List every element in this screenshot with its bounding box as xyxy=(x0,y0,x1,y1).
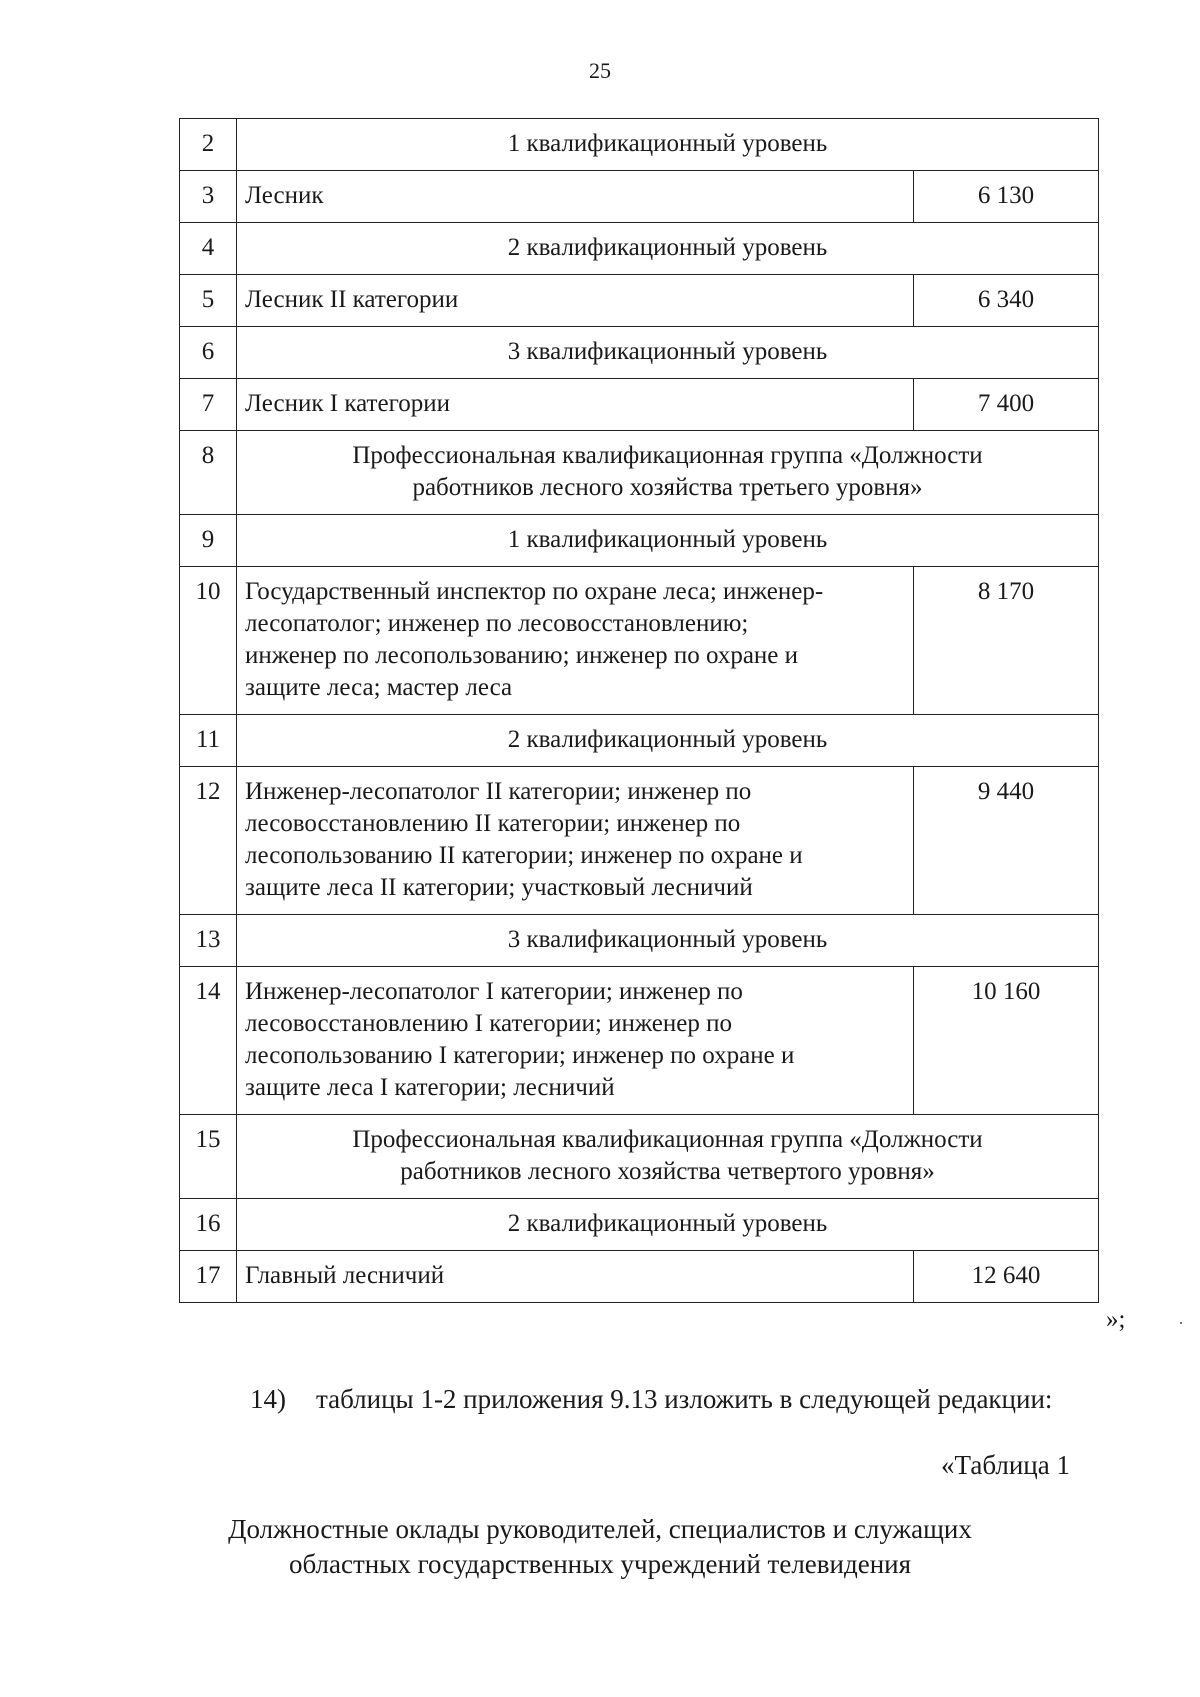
row-number: 12 xyxy=(180,767,237,915)
position-name-cell: Главный лесничий xyxy=(237,1251,914,1303)
qualification-level-cell: 3 квалификационный уровень xyxy=(237,327,1099,379)
cell-line: лесопользованию II категории; инженер по охране и xyxy=(245,842,803,869)
salary-cell: 8 170 xyxy=(914,567,1099,715)
table-row xyxy=(180,1115,1099,1199)
salary-table xyxy=(179,118,1099,1303)
position-name-cell: Лесник II категории xyxy=(237,275,914,327)
qualification-level-cell: 3 квалификационный уровень xyxy=(237,915,1099,967)
qualification-level-cell: 1 квалификационный уровень xyxy=(237,515,1099,567)
table-row xyxy=(180,223,1099,275)
cell-line: лесовосстановлению II категории; инженер по xyxy=(245,810,741,837)
position-name-cell xyxy=(237,967,914,1115)
salary-cell: 9 440 xyxy=(914,767,1099,915)
cell-line: лесовосстановлению I категории; инженер по xyxy=(245,1010,732,1037)
cell-line: Инженер-лесопатолог II категории; инженер по xyxy=(245,778,752,805)
salary-cell: 6 130 xyxy=(914,171,1099,223)
qualification-level-cell: 2 квалификационный уровень xyxy=(237,223,1099,275)
row-number: 10 xyxy=(180,567,237,715)
cell-line: лесопатолог; инженер по лесовосстановлению; xyxy=(245,610,749,637)
item-marker: 14) xyxy=(250,1384,286,1414)
row-number: 11 xyxy=(180,715,237,767)
row-number: 5 xyxy=(180,275,237,327)
row-number: 17 xyxy=(180,1251,237,1303)
group-heading-cell xyxy=(237,1115,1099,1199)
table-row xyxy=(180,715,1099,767)
table-row xyxy=(180,379,1099,431)
table-row xyxy=(180,431,1099,515)
item-text: таблицы 1-2 приложения 9.13 изложить в следующей редакции: xyxy=(316,1384,1053,1414)
row-number: 16 xyxy=(180,1199,237,1251)
page-number: 25 xyxy=(589,58,611,83)
table-row xyxy=(180,967,1099,1115)
qualification-level-cell: 2 квалификационный уровень xyxy=(237,715,1099,767)
table-row xyxy=(180,1199,1099,1251)
cell-line: Профессиональная квалификационная группа «Должности xyxy=(352,442,983,469)
table-reference: «Таблица 1 xyxy=(941,1450,1070,1480)
qualification-level-cell: 1 квалификационный уровень xyxy=(237,119,1099,171)
table-row xyxy=(180,327,1099,379)
heading-line: Должностные оклады руководителей, специалистов и служащих xyxy=(228,1514,972,1544)
table-row xyxy=(180,767,1099,915)
salary-cell: 12 640 xyxy=(914,1251,1099,1303)
cell-line: Государственный инспектор по охране леса; инженер- xyxy=(245,578,824,605)
salary-cell: 10 160 xyxy=(914,967,1099,1115)
heading-line: областных государственных учреждений телевидения xyxy=(288,1549,912,1579)
table-row xyxy=(180,275,1099,327)
table-row xyxy=(180,171,1099,223)
row-number: 8 xyxy=(180,431,237,515)
row-number: 7 xyxy=(180,379,237,431)
amendment-item xyxy=(250,1384,1052,1415)
row-number: 3 xyxy=(180,171,237,223)
row-number: 4 xyxy=(180,223,237,275)
cell-line: работников лесного хозяйства третьего уровня» xyxy=(412,474,923,501)
position-name-cell: Лесник I категории xyxy=(237,379,914,431)
cell-line: Профессиональная квалификационная группа «Должности xyxy=(352,1126,983,1153)
salary-cell: 7 400 xyxy=(914,379,1099,431)
cell-line: инженер по лесопользованию; инженер по охране и xyxy=(245,642,799,669)
position-name-cell xyxy=(237,767,914,915)
table-row xyxy=(180,1251,1099,1303)
table-row xyxy=(180,119,1099,171)
cell-line: работников лесного хозяйства четвертого уровня» xyxy=(400,1158,935,1185)
salary-cell: 6 340 xyxy=(914,275,1099,327)
cell-line: лесопользованию I категории; инженер по охране и xyxy=(245,1042,795,1069)
row-number: 15 xyxy=(180,1115,237,1199)
row-number: 9 xyxy=(180,515,237,567)
cell-line: защите леса; мастер леса xyxy=(245,674,513,701)
table-row xyxy=(180,567,1099,715)
cell-line: защите леса I категории; лесничий xyxy=(245,1074,615,1101)
row-number: 14 xyxy=(180,967,237,1115)
position-name-cell: Лесник xyxy=(237,171,914,223)
table-row xyxy=(180,915,1099,967)
group-heading-cell xyxy=(237,431,1099,515)
position-name-cell xyxy=(237,567,914,715)
table-row xyxy=(180,515,1099,567)
cell-line: защите леса II категории; участковый лесничий xyxy=(245,874,753,901)
scan-dot xyxy=(1180,1322,1182,1324)
cell-line: Инженер-лесопатолог I категории; инженер по xyxy=(245,978,743,1005)
qualification-level-cell: 2 квалификационный уровень xyxy=(237,1199,1099,1251)
row-number: 2 xyxy=(180,119,237,171)
closing-quote: »; xyxy=(1106,1306,1126,1333)
row-number: 13 xyxy=(180,915,237,967)
row-number: 6 xyxy=(180,327,237,379)
section-heading xyxy=(0,1512,1200,1582)
